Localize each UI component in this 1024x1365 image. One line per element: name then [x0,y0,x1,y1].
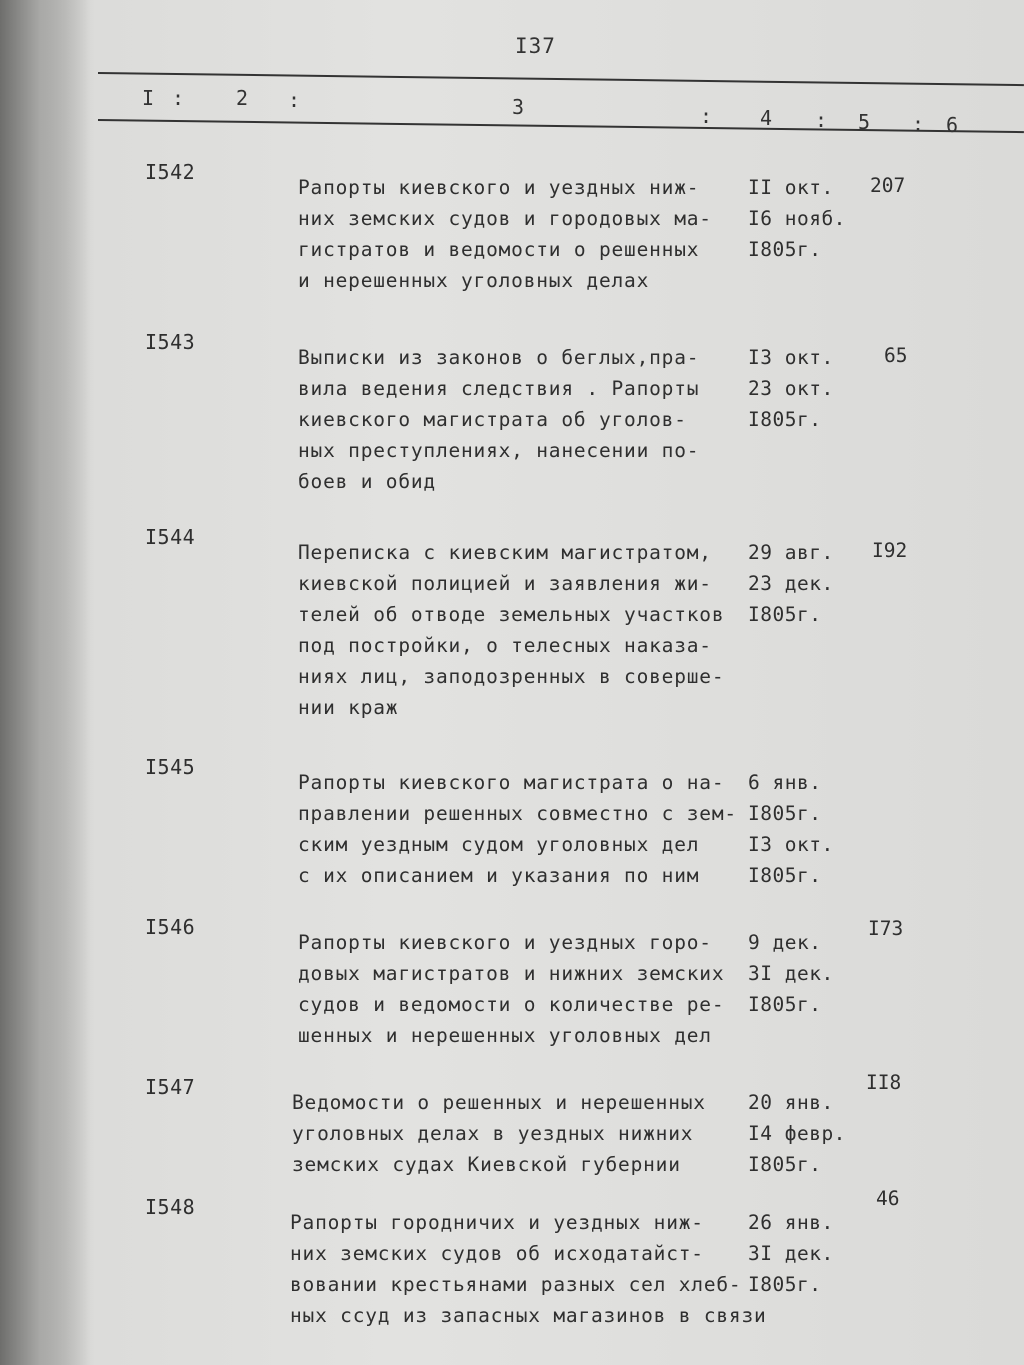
header-separator: : [700,104,713,128]
header-separator: : [912,112,925,136]
entry-number: I545 [145,755,196,779]
entry-number: I547 [145,1075,196,1099]
header-col-3: 3 [512,95,525,119]
entry-number: I546 [145,915,196,939]
header-rule-top [98,72,1024,86]
entry-description: Рапорты киевского и уездных ниж- них земских судов и городовых ма- гистратов и ведомости о решенных и нерешенных уголовных делах [298,176,712,292]
entry-description: Рапорты киевского магистрата о на- правлении решенных совместно с зем- ским уездным судом уголовных дел с их описанием и указания по ним [298,771,737,887]
page-number: I37 [515,34,556,58]
entry-number: I543 [145,330,196,354]
entry-dates: 26 янв. 3I дек. I805г. [748,1211,834,1296]
header-separator: : [288,88,301,112]
entry-description: Выписки из законов о беглых,пра- вила ведения следствия . Рапорты киевского магистрата об уголов- ных преступлениях, нанесении по- боев и обид [298,346,700,493]
entry-sheet-count: I73 [868,917,904,940]
header-col-1: I [142,86,155,110]
entry-dates: 29 авг. 23 дек. I805г. [748,541,834,626]
header-col-6: 6 [946,113,959,137]
entry-sheet-count: 65 [884,344,908,367]
entry-description: Переписка с киевским магистратом, киевской полицией и заявления жи- телей об отводе земельных участков под постройки, о телесных наказа- ниях лиц, заподозренных в соверше- нии краж [298,541,725,719]
entry-sheet-count: I92 [872,539,908,562]
header-col-4: 4 [760,106,773,130]
entry-sheet-count: 46 [876,1187,900,1210]
entry-number: I544 [145,525,196,549]
entry-dates: 6 янв. I805г. I3 окт. I805г. [748,771,834,887]
entry-dates: 20 янв. I4 февр. I805г. [748,1091,846,1176]
entry-number: I542 [145,160,196,184]
header-separator: : [172,86,185,110]
entry-description: Рапорты киевского и уездных горо- довых магистратов и нижних земских судов и ведомости о количестве ре- шенных и нерешенных уголовных дел [298,931,725,1047]
book-binding-shadow [0,0,90,1365]
header-col-2: 2 [236,86,249,110]
entry-sheet-count: 207 [870,174,906,197]
header-separator: : [815,108,828,132]
entry-dates: I3 окт. 23 окт. I805г. [748,346,834,431]
entry-sheet-count: II8 [866,1071,902,1094]
entry-dates: II окт. I6 нояб. I805г. [748,176,846,261]
header-col-5: 5 [858,110,871,134]
header-rule-bottom [98,119,1024,133]
entry-dates: 9 дек. 3I дек. I805г. [748,931,834,1016]
entry-number: I548 [145,1195,196,1219]
entry-description: Ведомости о решенных и нерешенных уголовных делах в уездных нижних земских судах Киевской губернии [292,1091,706,1176]
entry-description: Рапорты городничих и уездных ниж- них земских судов об исходатайст- вовании крестьянами разных сел хлеб- ных ссуд из запасных магазинов в связи [290,1211,767,1327]
